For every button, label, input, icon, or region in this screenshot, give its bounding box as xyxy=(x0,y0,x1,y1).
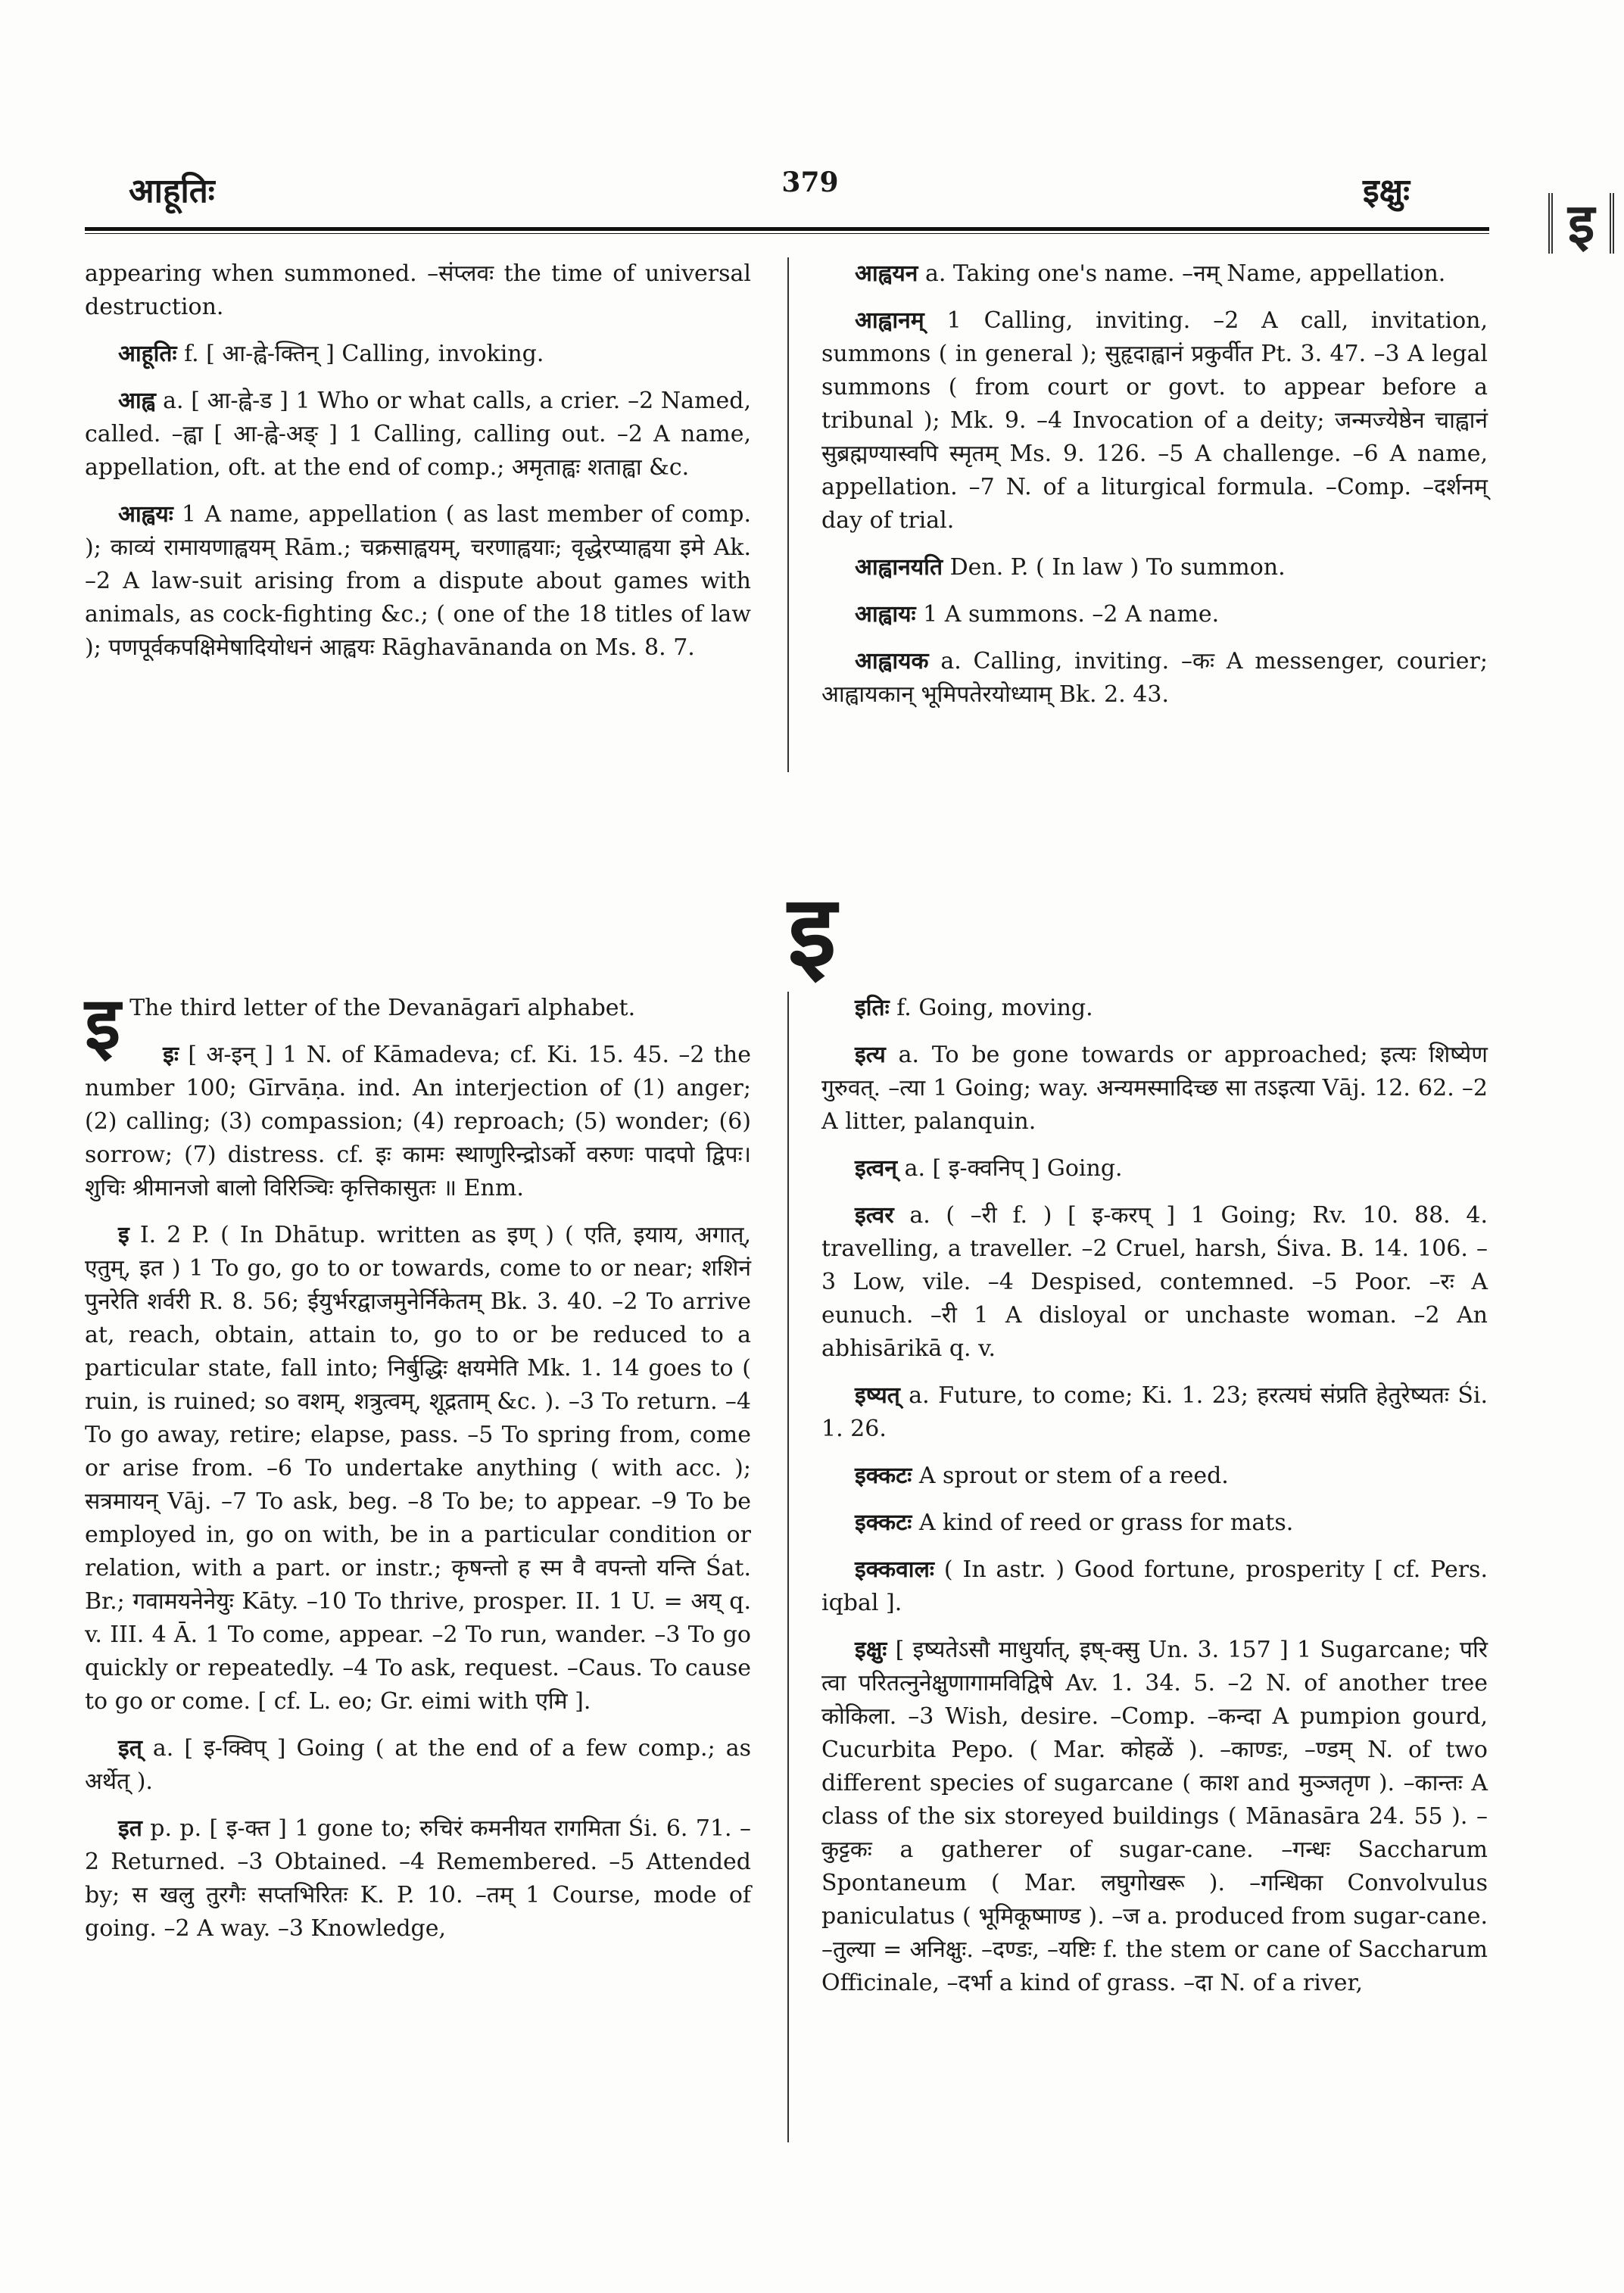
dictionary-entry xyxy=(821,551,1488,584)
dictionary-entry xyxy=(85,385,751,484)
entry-headword: इक्कटः xyxy=(855,1463,912,1489)
dictionary-entry xyxy=(821,598,1488,631)
entry-definition: p. p. [ इ-क्त ] 1 gone to; रुचिरं कमनीयत रागमिता Śi. 6. 71. –2 Returned. –3 Obtained. –4 Remembered. –5 Attended by; स खलु तुरगैः सप्तभिरितः K. P. 10. –तम् 1 Course, mode of going. –2 A way. –3 Knowledge, xyxy=(85,1815,751,1942)
entry-headword: इत्वन् xyxy=(855,1155,898,1182)
dictionary-entry xyxy=(821,1379,1488,1446)
dictionary-entry xyxy=(85,498,751,665)
header-rule xyxy=(85,227,1489,234)
entry-definition: ( In astr. ) Good fortune, prosperity [ cf. Pers. iqbal ]. xyxy=(821,1556,1488,1616)
entry-headword: आहूतिः xyxy=(118,341,177,367)
entry-definition: a. To be gone towards or approached; इत्यः शिष्येण गुरुवत्. –त्या 1 Going; way. अन्यमस्मादिच्छ सा तऽइत्या Vāj. 12. 62. –2 A litter, palanquin. xyxy=(821,1042,1488,1135)
dictionary-entry xyxy=(821,992,1488,1025)
entry-definition: A kind of reed or grass for mats. xyxy=(918,1509,1294,1536)
dictionary-entry xyxy=(821,1634,1488,2000)
dictionary-entry xyxy=(85,338,751,371)
entry-definition: f. Going, moving. xyxy=(896,995,1093,1021)
dictionary-entry xyxy=(821,645,1488,712)
entry-definition: A sprout or stem of a reed. xyxy=(918,1463,1229,1489)
entry-headword: इतिः xyxy=(855,995,890,1021)
entry-definition: [ इष्यतेऽसौ माधुर्यात्, इष्-क्सु Un. 3. 157 ] 1 Sugarcane; परि त्वा परितत्नुनेक्षुणागामविद्विषे Av. 1. 34. 5. –2 N. of another tree कोकिला. –3 Wish, desire. –Comp. –कन्दा A pumpion gourd, Cucurbita Pepo. ( Mar. कोहळें ). –काण्डः, –ण्डम् N. of two different species of sugarcane ( काश and मुञ्जतृण ). –कान्तः A class of the six storeyed buildings ( Mānasāra 24. 55 ). –कुट्टकः a gatherer of sugar-cane. –गन्धः Saccharum Spontaneum ( Mar. लघुगोखरू ). –गन्धिका Convolvulus paniculatus ( भूमिकूष्माण्ड ). –ज a. produced from sugar-cane. –तुल्या = अनिक्षुः. –दण्डः, –यष्टिः f. the stem or cane of Saccharum Officinale, –दर्भा a kind of grass. –दा N. of a river, xyxy=(821,1637,1488,1996)
entry-definition: a. [ इ-क्विप् ] Going ( at the end of a few comp.; as अर्थेत् ). xyxy=(85,1735,751,1795)
dictionary-entry xyxy=(85,980,751,1066)
dictionary-entry xyxy=(85,257,751,324)
entry-definition: I. 2 P. ( In Dhātup. written as इण् ) ( एति, इयाय, अगात्, एतुम्, इत ) 1 To go, go to or towards, come to or near; शशिनं पुनरेति शर्वरी R. 8. 56; ईयुर्भरद्वाजमुनेर्निकेतम् Bk. 3. 40. –2 To arrive at, reach, obtain, attain to, go to or be reduced to a particular state, fall into; निर्बुद्धिः क्षयमेति Mk. 1. 14 goes to ( ruin, is ruined; so वशम्, शत्रुत्वम्, शूद्रताम् &c. ). –3 To return. –4 To go away, retire; elapse, pass. –5 To spring from, come or arise from. –6 To undertake anything ( with acc. ); सत्रमायन् Vāj. –7 To ask, beg. –8 To be; to appear. –9 To be employed in, go on with, be in a particular condition or relation, with a part. or instr.; कृषन्तो ह स्म वै वपन्तो यन्ति Śat. Br.; गवामयनेनेयुः Kāty. –10 To thrive, prosper. II. 1 U. = अय् q. v. III. 4 Ā. 1 To come, appear. –2 To run, wander. –3 To go quickly or repeatedly. –4 To ask, request. –Caus. To cause to go or come. [ cf. L. eo; Gr. eimi with एमि ]. xyxy=(85,1222,751,1715)
column-divider-upper xyxy=(787,257,789,772)
entry-definition: 1 A name, appellation ( as last member of comp. ); काव्यं रामायणाह्वयम् Rām.; चक्रसाह्वयम्, चरणाह्वयाः; वृद्धेरप्याह्वया इमे Ak. –2 A law-suit arising from a dispute about games with animals, as cock-fighting &c.; ( one of the 18 titles of law ); पणपूर्वकपक्षिमेषादियोधनं आह्वयः Rāghavānanda on Ms. 8. 7. xyxy=(85,501,751,661)
entry-headword: आह्वायः xyxy=(855,601,916,628)
entry-definition: a. Future, to come; Ki. 1. 23; हरत्यघं संप्रति हेतुरेष्यतः Śi. 1. 26. xyxy=(821,1382,1488,1442)
entry-headword: इत xyxy=(118,1815,142,1842)
entry-headword: आह्वयन xyxy=(855,260,918,287)
dictionary-entry xyxy=(821,1460,1488,1493)
entry-headword: आह्वयः xyxy=(118,501,173,528)
dictionary-entry xyxy=(85,1732,751,1799)
dictionary-entry xyxy=(821,1506,1488,1540)
running-head-left: आहूतिः xyxy=(129,172,215,210)
dictionary-entry xyxy=(821,1199,1488,1366)
entry-headword: इ xyxy=(85,980,121,1066)
entry-headword: इत्वर xyxy=(855,1202,894,1229)
entry-definition: appearing when summoned. –संप्लवः the time of universal destruction. xyxy=(85,260,751,320)
upper-left-column xyxy=(85,257,751,678)
entry-definition: 1 A summons. –2 A name. xyxy=(923,601,1220,628)
entry-definition: 1 Calling, inviting. –2 A call, invitation, summons ( in general ); सुहृदाह्वानं प्रकुर्वीत Pt. 3. 47. –3 A legal summons ( from court or govt. to appear before a tribunal ); Mk. 9. –4 Invocation of a deity; जन्मज्येष्ठेन चाह्वानं सुब्रह्मण्यास्वपि स्मृतम् Ms. 9. 126. –5 A challenge. –6 A name, appellation. –7 N. of a liturgical formula. –Comp. –दर्शनम् day of trial. xyxy=(821,307,1488,534)
upper-right-column xyxy=(821,257,1488,725)
thumb-index-tab[interactable]: इ xyxy=(1548,193,1614,254)
entry-headword: इक्कटः xyxy=(855,1509,912,1536)
entry-headword: इक्षुः xyxy=(855,1637,887,1663)
entry-headword: इष्यत् xyxy=(855,1382,900,1409)
entry-headword: आह्वानयति xyxy=(855,554,943,581)
lower-right-column xyxy=(821,992,1488,2014)
entry-headword: इ xyxy=(118,1222,129,1248)
dictionary-entry xyxy=(85,1039,751,1205)
running-head-right: इक्षुः xyxy=(1363,172,1410,210)
entry-headword: आह्वानम् xyxy=(855,307,924,334)
column-divider-lower xyxy=(787,992,789,2142)
entry-headword: इक्कवालः xyxy=(855,1556,934,1583)
entry-headword: इत्य xyxy=(855,1042,886,1068)
entry-definition: a. [ आ-ह्वे-ड ] 1 Who or what calls, a crier. –2 Named, called. –ह्वा [ आ-ह्वे-अङ् ] 1 Calling, calling out. –2 A name, appellation, oft. at the end of comp.; अमृताह्वः शताह्वा &c. xyxy=(85,388,751,481)
dictionary-entry xyxy=(821,304,1488,537)
dictionary-entry xyxy=(85,1812,751,1946)
entry-definition: a. [ इ-क्वनिप् ] Going. xyxy=(904,1155,1123,1182)
entry-definition: The third letter of the Devanāgarī alphabet. xyxy=(129,995,636,1021)
dictionary-entry xyxy=(821,1039,1488,1139)
entry-definition: a. Taking one's name. –नम् Name, appellation. xyxy=(924,260,1446,287)
entry-definition: a. ( –री f. ) [ इ-करप् ] 1 Going; Rv. 10. 88. 4. travelling, a traveller. –2 Cruel, harsh, Śiva. B. 14. 106. –3 Low, vile. –4 Despised, contemned. –5 Poor. –रः A eunuch. –री 1 A disloyal or unchaste woman. –2 An abhisārikā q. v. xyxy=(821,1202,1488,1362)
page-number: 379 xyxy=(781,167,839,198)
entry-definition: [ अ-इन् ] 1 N. of Kāmadeva; cf. Ki. 15. 45. –2 the number 100; Gīrvāṇa. ind. An interjection of (1) anger; (2) calling; (3) compassion; (4) reproach; (5) wonder; (6) sorrow; (7) distress. cf. इः कामः स्थाणुरिन्द्रोऽर्को वरुणः पादपो द्विपः। शुचिः श्रीमानजो बालो विरिञ्चिः कृत्तिकासुतः ॥ Enm. xyxy=(85,1042,751,1201)
lower-left-column xyxy=(85,980,751,1959)
dictionary-entry xyxy=(821,1152,1488,1185)
dictionary-entry xyxy=(821,1553,1488,1620)
section-letter: इ xyxy=(787,873,837,989)
entry-definition: f. [ आ-ह्वे-क्तिन् ] Calling, invoking. xyxy=(184,341,544,367)
entry-headword: आह्वायक xyxy=(855,648,929,675)
entry-headword: इत् xyxy=(118,1735,142,1762)
entry-definition: a. Calling, inviting. –कः A messenger, courier; आह्वायकान् भूमिपतेरयोध्याम् Bk. 2. 43. xyxy=(821,648,1488,708)
dictionary-entry xyxy=(85,1219,751,1718)
entry-headword: इः xyxy=(163,1042,179,1068)
entry-headword: आह्व xyxy=(118,388,156,414)
dictionary-entry xyxy=(821,257,1488,291)
entry-definition: Den. P. ( In law ) To summon. xyxy=(949,554,1286,581)
